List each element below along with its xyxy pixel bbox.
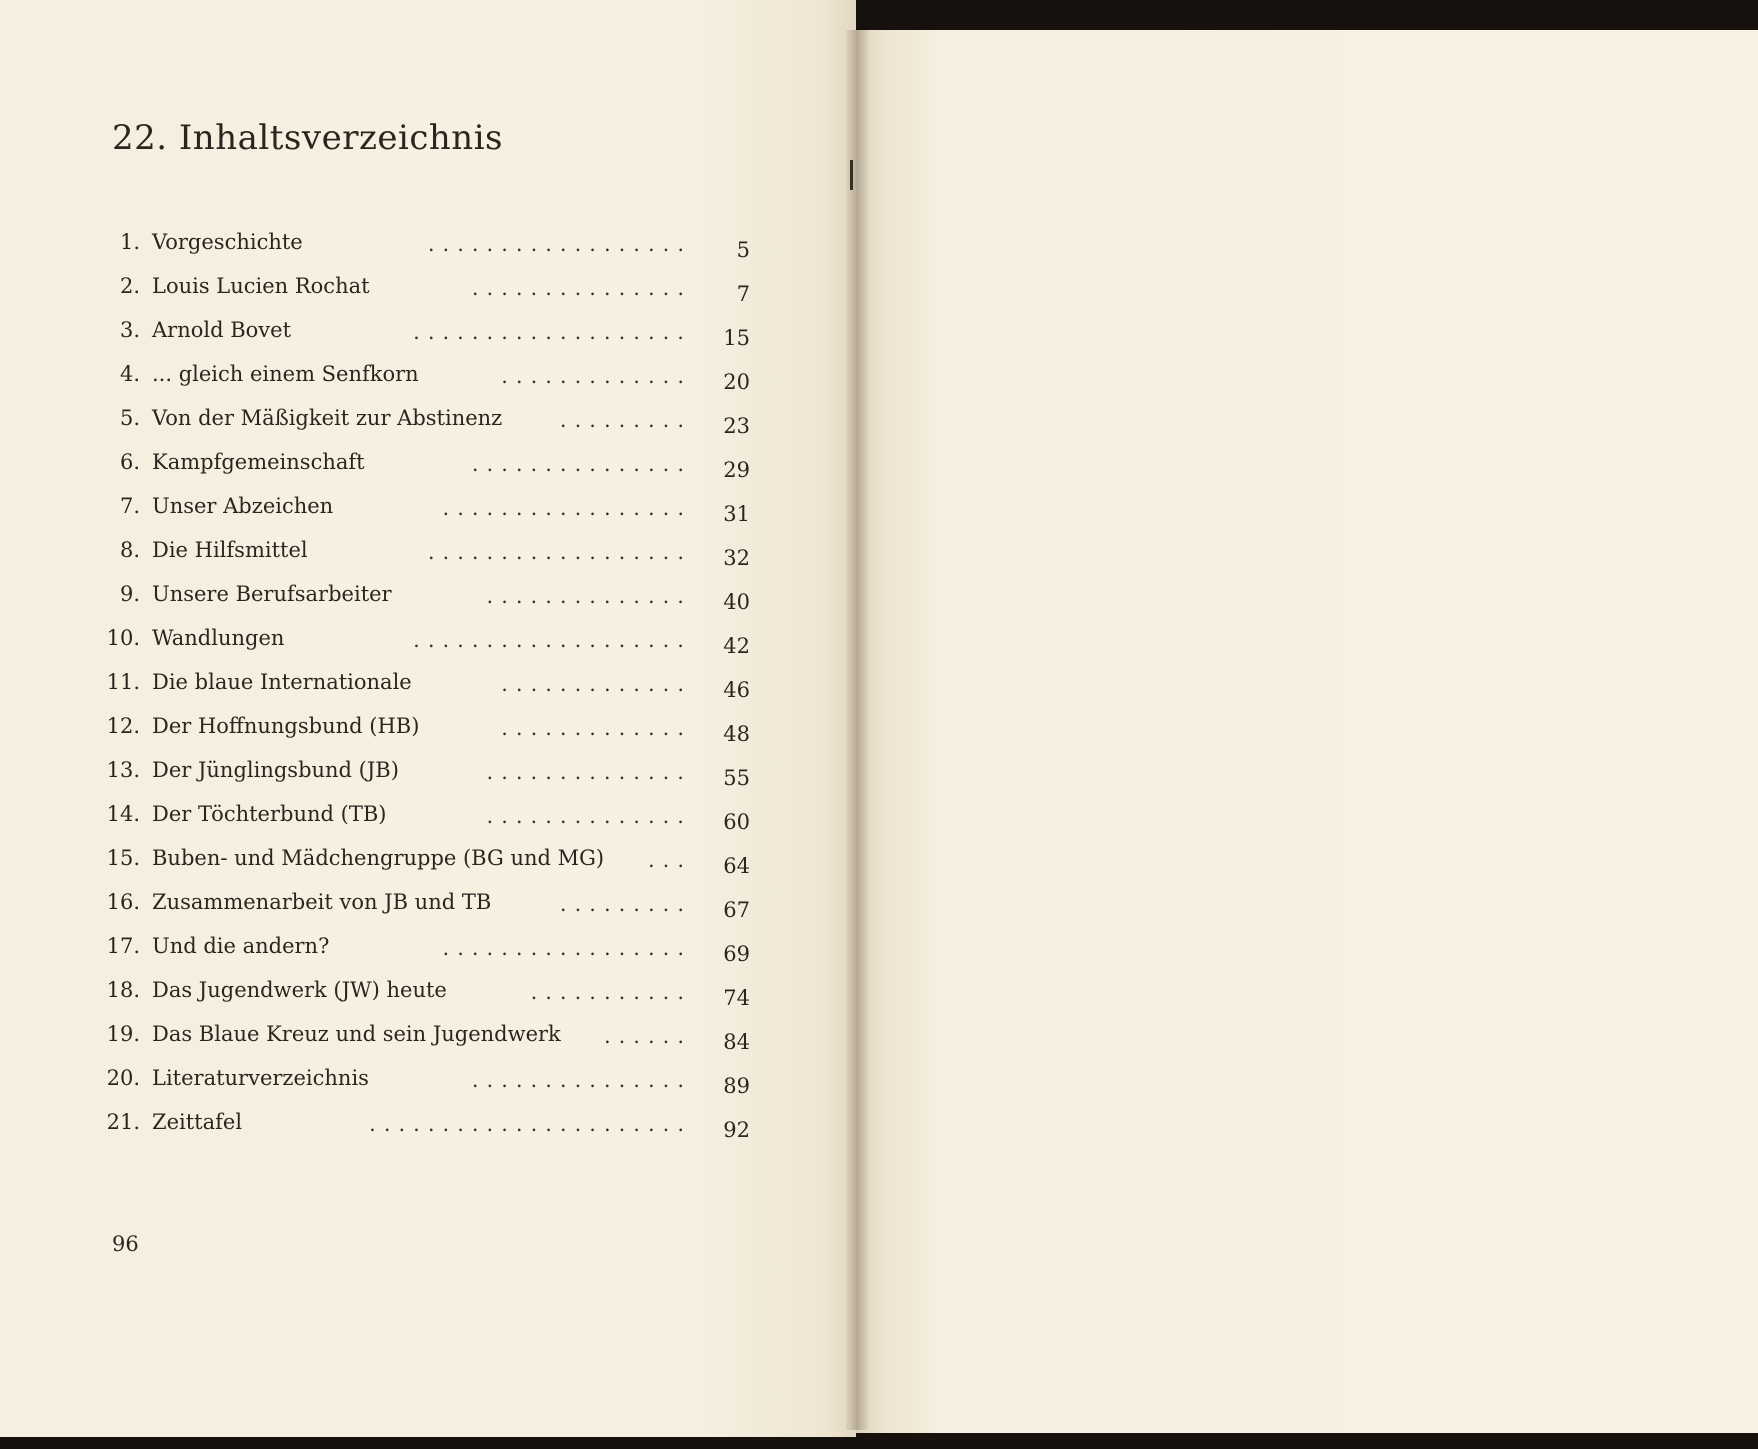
- toc-entry-title: Zusammenarbeit von JB und TB: [152, 890, 492, 914]
- toc-entry: [100, 934, 760, 978]
- toc-entry-page: 60: [723, 810, 750, 834]
- toc-entry: [100, 318, 760, 362]
- book-gutter: [846, 30, 868, 1430]
- toc-entry: [100, 714, 760, 758]
- toc-entry-number: 11.: [106, 670, 140, 694]
- toc-entry-page: 69: [723, 942, 750, 966]
- toc-entry-page: 15: [723, 326, 750, 350]
- toc-entry-page: 55: [723, 766, 750, 790]
- toc-entry: [100, 230, 760, 274]
- toc-entry-title: Literaturverzeichnis: [152, 1066, 369, 1090]
- left-page: [0, 0, 856, 1437]
- toc-entry-title: ... gleich einem Senfkorn: [152, 362, 419, 386]
- toc-entry-number: 14.: [106, 802, 140, 826]
- toc-entry: [100, 670, 760, 714]
- toc-entry: [100, 274, 760, 318]
- toc-entry-title: Das Jugendwerk (JW) heute: [152, 978, 447, 1002]
- toc-dot-leader: ......: [603, 1024, 692, 1048]
- toc-entry-title: Buben- und Mädchengruppe (BG und MG): [152, 846, 605, 870]
- toc-dot-leader: ...............: [471, 452, 692, 476]
- toc-entry-page: 29: [723, 458, 750, 482]
- binding-mark: [850, 160, 853, 190]
- toc-entry-title: Zeittafel: [152, 1110, 243, 1134]
- toc-entry-page: 48: [723, 722, 750, 746]
- toc-dot-leader: .........: [559, 408, 692, 432]
- toc-dot-leader: ...............: [471, 1068, 692, 1092]
- toc-dot-leader: .................: [442, 936, 692, 960]
- toc-entry-number: 8.: [119, 538, 140, 562]
- toc-entry: [100, 538, 760, 582]
- toc-entry-title: Louis Lucien Rochat: [152, 274, 370, 298]
- toc-entry-title: Der Hoffnungsbund (HB): [152, 714, 420, 738]
- toc-entry-page: 31: [723, 502, 750, 526]
- toc-entry-number: 1.: [119, 230, 140, 254]
- toc-entry-page: 40: [723, 590, 750, 614]
- toc-entry-number: 12.: [106, 714, 140, 738]
- toc-dot-leader: ..................: [427, 232, 692, 256]
- toc-entry: [100, 846, 760, 890]
- toc-dot-leader: .............: [501, 364, 692, 388]
- right-page-blank: [856, 30, 1758, 1433]
- toc-entry-number: 6.: [119, 450, 140, 474]
- toc-entry: [100, 758, 760, 802]
- toc-entry-page: 23: [723, 414, 750, 438]
- toc-dot-leader: .................: [442, 496, 692, 520]
- page-number: 96: [112, 1232, 139, 1256]
- toc-entry-number: 17.: [106, 934, 140, 958]
- toc-entry: [100, 802, 760, 846]
- toc-entry-page: 89: [723, 1074, 750, 1098]
- toc-entry-number: 16.: [106, 890, 140, 914]
- toc-entry-page: 67: [723, 898, 750, 922]
- table-of-contents: [100, 230, 760, 1154]
- toc-entry-page: 32: [723, 546, 750, 570]
- toc-entry-page: 74: [723, 986, 750, 1010]
- toc-dot-leader: ..............: [486, 804, 692, 828]
- toc-entry-title: Der Jünglingsbund (JB): [152, 758, 399, 782]
- toc-entry-title: Kampfgemeinschaft: [152, 450, 365, 474]
- toc-entry: [100, 450, 760, 494]
- toc-dot-leader: ..............: [486, 584, 692, 608]
- toc-entry: [100, 626, 760, 670]
- toc-entry: [100, 890, 760, 934]
- toc-entry-page: 5: [736, 238, 750, 262]
- toc-entry-number: 2.: [119, 274, 140, 298]
- toc-entry-title: Wandlungen: [152, 626, 285, 650]
- toc-entry-title: Arnold Bovet: [152, 318, 292, 342]
- toc-dot-leader: .............: [501, 716, 692, 740]
- toc-entry: [100, 1110, 760, 1154]
- toc-entry-title: Und die andern?: [152, 934, 330, 958]
- toc-entry-title: Von der Mäßigkeit zur Abstinenz: [152, 406, 503, 430]
- page-title: 22. Inhaltsverzeichnis: [112, 118, 504, 158]
- toc-entry-number: 9.: [119, 582, 140, 606]
- toc-entry-page: 64: [723, 854, 750, 878]
- toc-dot-leader: ...............: [471, 276, 692, 300]
- toc-entry: [100, 406, 760, 450]
- toc-entry-page: 84: [723, 1030, 750, 1054]
- toc-entry-page: 92: [723, 1118, 750, 1142]
- toc-entry-title: Unsere Berufsarbeiter: [152, 582, 392, 606]
- toc-dot-leader: ......................: [369, 1112, 692, 1136]
- toc-entry: [100, 362, 760, 406]
- toc-entry-title: Die blaue Internationale: [152, 670, 412, 694]
- toc-dot-leader: ...........: [530, 980, 692, 1004]
- toc-entry: [100, 582, 760, 626]
- toc-entry-number: 10.: [106, 626, 140, 650]
- toc-entry-page: 7: [736, 282, 750, 306]
- toc-entry: [100, 494, 760, 538]
- toc-entry-number: 7.: [119, 494, 140, 518]
- toc-entry-number: 15.: [106, 846, 140, 870]
- toc-entry-page: 20: [723, 370, 750, 394]
- toc-entry-number: 20.: [106, 1066, 140, 1090]
- toc-entry-number: 5.: [119, 406, 140, 430]
- toc-entry-number: 13.: [106, 758, 140, 782]
- toc-entry-number: 3.: [119, 318, 140, 342]
- toc-entry-title: Die Hilfsmittel: [152, 538, 308, 562]
- toc-dot-leader: ..............: [486, 760, 692, 784]
- toc-dot-leader: ...................: [413, 320, 692, 344]
- toc-dot-leader: ...: [647, 848, 692, 872]
- toc-entry: [100, 1022, 760, 1066]
- toc-entry-title: Vorgeschichte: [152, 230, 303, 254]
- toc-entry: [100, 1066, 760, 1110]
- toc-dot-leader: .........: [559, 892, 692, 916]
- toc-dot-leader: ...................: [413, 628, 692, 652]
- toc-entry-number: 4.: [119, 362, 140, 386]
- toc-entry-page: 42: [723, 634, 750, 658]
- toc-entry-title: Der Töchterbund (TB): [152, 802, 387, 826]
- toc-entry-number: 21.: [106, 1110, 140, 1134]
- toc-dot-leader: ..................: [427, 540, 692, 564]
- toc-entry-title: Das Blaue Kreuz und sein Jugendwerk: [152, 1022, 561, 1046]
- toc-entry: [100, 978, 760, 1022]
- toc-entry-page: 46: [723, 678, 750, 702]
- toc-entry-number: 18.: [106, 978, 140, 1002]
- toc-entry-number: 19.: [106, 1022, 140, 1046]
- toc-entry-title: Unser Abzeichen: [152, 494, 334, 518]
- toc-dot-leader: .............: [501, 672, 692, 696]
